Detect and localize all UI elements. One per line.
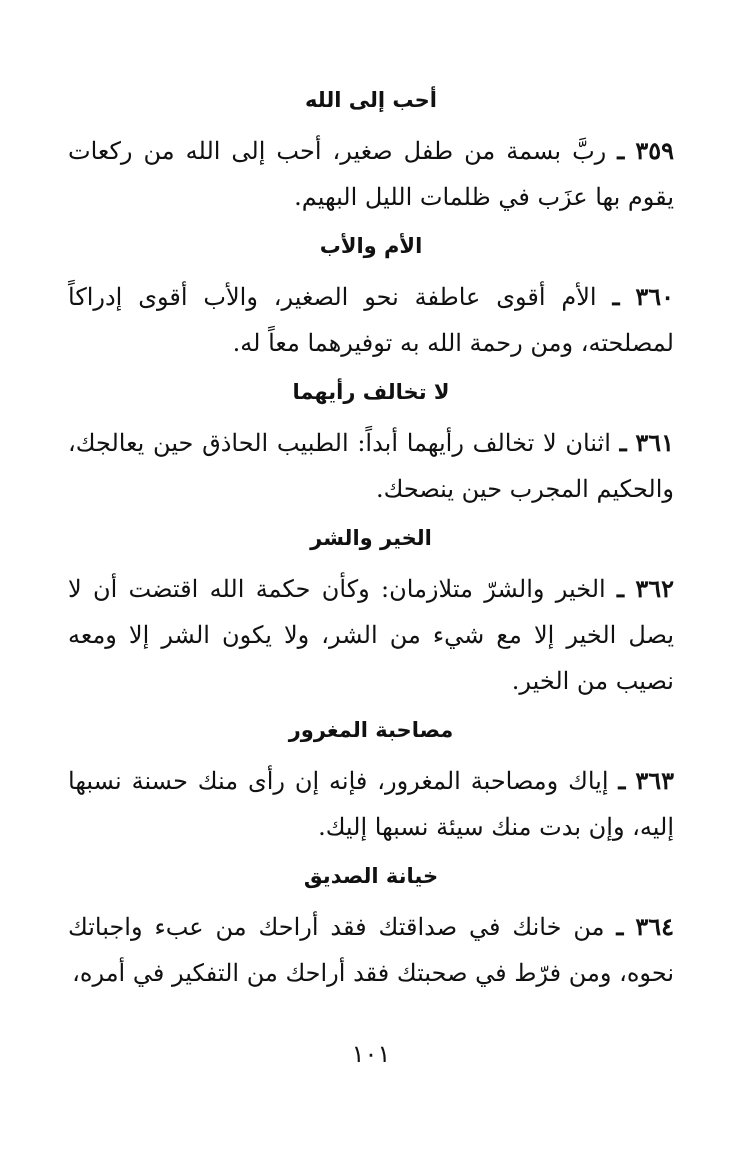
entry-dash: ـ xyxy=(618,766,626,795)
entry-paragraph xyxy=(68,904,674,996)
entry-paragraph xyxy=(68,758,674,850)
entry-number: ٣٦١ xyxy=(635,428,674,457)
section-heading: خيانة الصديق xyxy=(303,864,439,888)
section-heading: الخير والشر xyxy=(310,526,432,550)
section-3 xyxy=(68,524,674,704)
entry-number: ٣٦٢ xyxy=(635,574,674,603)
section-4 xyxy=(68,716,674,850)
section-1 xyxy=(68,232,674,366)
entry-paragraph xyxy=(68,566,674,704)
entry-paragraph xyxy=(68,274,674,366)
entry-text: ربَّ بسمة من طفل صغير، أحب إلى الله من ركعات يقوم بها عزَب في ظلمات الليل البهيم. xyxy=(68,137,674,211)
entry-number: ٣٦٤ xyxy=(635,912,674,941)
entry-number: ٣٥٩ xyxy=(635,136,674,165)
section-heading: الأم والأب xyxy=(319,234,423,258)
entry-text: الأم أقوى عاطفة نحو الصغير، والأب أقوى إدراكاً لمصلحته، ومن رحمة الله به توفيرهما معاً له. xyxy=(68,283,674,357)
section-0 xyxy=(68,86,674,220)
entry-text: من خانك في صداقتك فقد أراحك من عبء واجباتك نحوه، ومن فرّط في صحبتك فقد أراحك من التفكير في أمره، xyxy=(68,913,674,987)
entry-dash: ـ xyxy=(619,428,627,457)
entry-dash: ـ xyxy=(617,136,625,165)
section-5 xyxy=(68,862,674,996)
entry-dash: ـ xyxy=(617,574,625,603)
section-heading: مصاحبة المغرور xyxy=(288,718,454,742)
entry-text: الخير والشرّ متلازمان: وكأن حكمة الله اقتضت أن لا يصل الخير إلا مع شيء من الشر، ولا يكون الشر إلا ومعه نصيب من الخير. xyxy=(68,575,674,695)
entry-dash: ـ xyxy=(616,912,624,941)
section-heading: لا تخالف رأيهما xyxy=(292,380,450,404)
section-2 xyxy=(68,378,674,512)
entry-number: ٣٦٠ xyxy=(635,282,674,311)
entry-dash: ـ xyxy=(612,282,620,311)
section-heading: أحب إلى الله xyxy=(305,88,437,112)
entry-text: اثنان لا تخالف رأيهما أبداً: الطبيب الحاذق حين يعالجك، والحكيم المجرب حين ينصحك. xyxy=(68,429,674,503)
entry-paragraph xyxy=(68,128,674,220)
entry-paragraph xyxy=(68,420,674,512)
entry-number: ٣٦٣ xyxy=(635,766,674,795)
page-number: ١٠١ xyxy=(351,1040,391,1068)
entry-text: إياك ومصاحبة المغرور، فإنه إن رأى منك حسنة نسبها إليه، وإن بدت منك سيئة نسبها إليك. xyxy=(68,767,674,841)
